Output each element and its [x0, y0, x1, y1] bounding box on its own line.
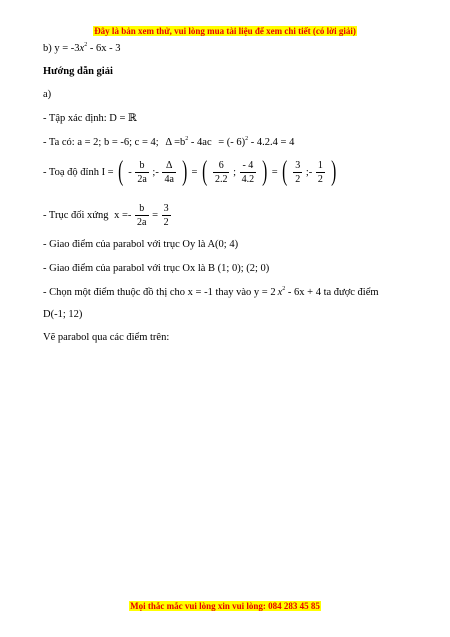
part-a-label: a)	[43, 89, 52, 100]
point-d-line: D(-1; 12)	[43, 309, 83, 320]
draw-instruction: Vẽ parabol qua các điểm trên:	[43, 332, 170, 343]
contact-footer: Mọi thắc mắc vui lòng xin vui lòng: 084 283 45 85	[130, 601, 320, 611]
axis-line: - Trục đối xứng x =- $\frac{b}{2a}$ = $\frac{3}{2}$	[43, 203, 169, 228]
ox-intercept-line: - Giao điểm của parabol với trục Ox là B (1; 0); (2; 0)	[43, 263, 270, 274]
problem-b: b) $y = -3x^2 - 6x - 3$	[43, 42, 121, 54]
coefficients-line: - Ta có: a = 2; b = -6; c = 4; $\Delta =b^2 - 4ac$ = (- 6)$^2$ - 4.2.4 = 4	[43, 136, 295, 148]
domain-line: - Tập xác định: D = ℝ	[43, 113, 137, 124]
preview-notice: Đây là bản xem thử, vui lòng mua tài liệu để xem chi tiết (có lời giải)	[94, 26, 356, 36]
solution-heading: Hướng dẫn giải	[43, 66, 113, 77]
point-line: - Chọn một điểm thuộc đồ thị cho x = -1 thay vào y = 2 $x^2 - 6x + 4$ ta được điểm	[43, 286, 379, 298]
oy-intercept-line: - Giao điểm của parabol với trục Oy là A(0; 4)	[43, 239, 239, 250]
vertex-line: - Toạ độ đỉnh I = ( - $\frac{b}{2a}$ ;- $\frac{\Delta}{4a}$ ) = ( $\frac{6}{2.2}$ ; $\frac{- 4}{4.2}$ ) = ( $\frac{3}{2}$ ;- $\frac{1}{2}$ )	[43, 156, 336, 187]
